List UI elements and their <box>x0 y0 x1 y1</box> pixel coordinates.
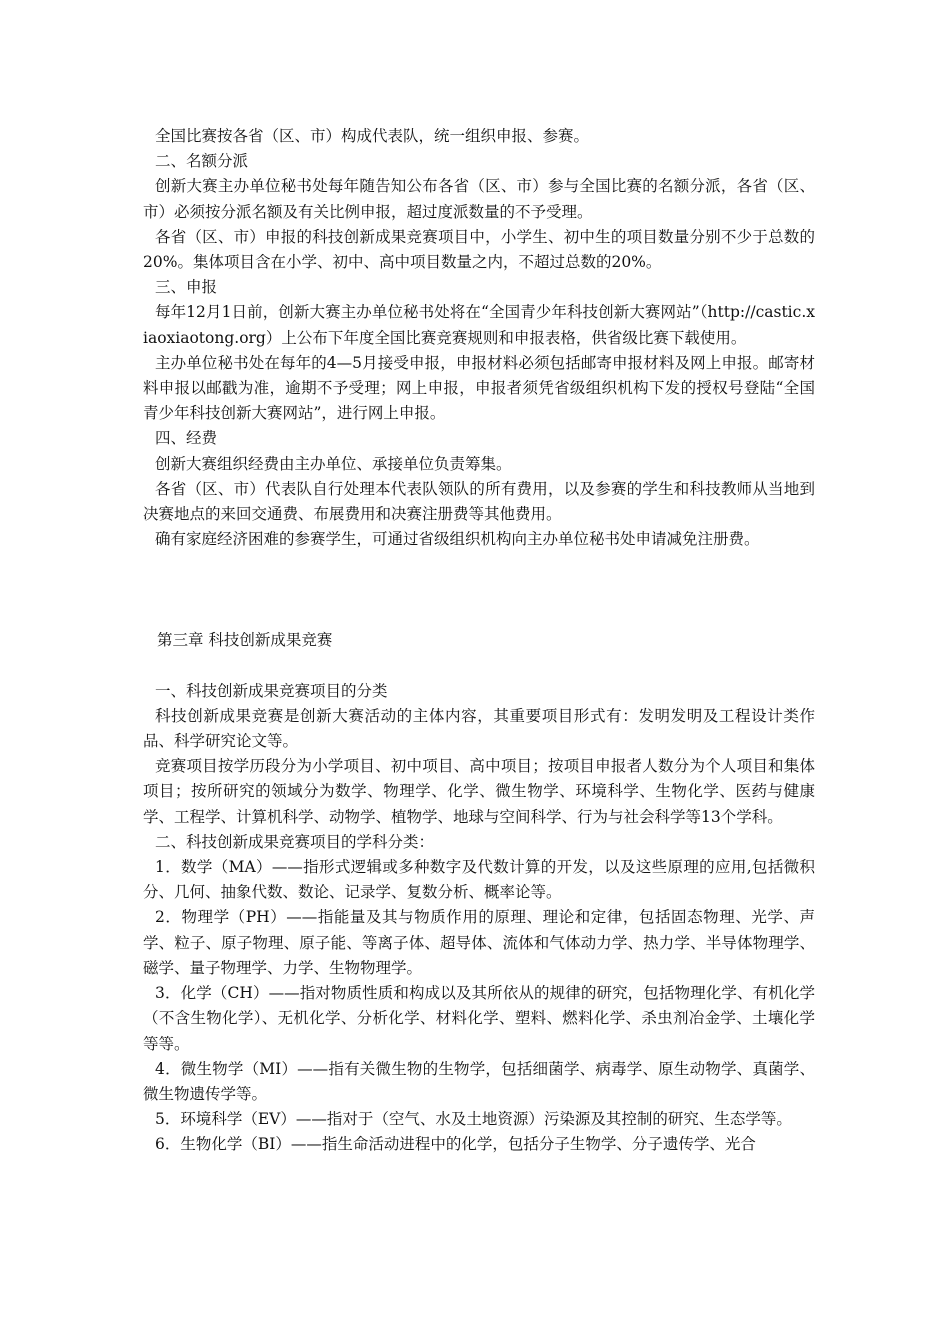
spacer <box>143 654 815 679</box>
paragraph-application-materials: 主办单位秘书处在每年的4—5月接受申报，申报材料必须包括邮寄申报材料及网上申报。邮寄材料申报以邮戳为准，逾期不予受理；网上申报，申报者须凭省级组织机构下发的授权号登陆“全国青少年科技创新大赛网站”，进行网上申报。 <box>143 353 815 423</box>
heading-subject-classification: 二、科技创新成果竞赛项目的学科分类： <box>155 832 435 851</box>
heading-application: 三、申报 <box>155 278 218 297</box>
paragraph-fee-waiver: 确有家庭经济困难的参赛学生，可通过省级组织机构向主办单位秘书处申请减免注册费。 <box>155 530 760 549</box>
list-item-biochemistry: 6．生物化学（BI）——指生命活动进程中的化学，包括分子生物学、分子遗传学、光合 <box>155 1135 756 1154</box>
heading-quota: 二、名额分派 <box>155 152 249 171</box>
paragraph-project-categories: 竞赛项目按学历段分为小学项目、初中项目、高中项目；按项目申报者人数分为个人项目和集体项目；按所研究的领域分为数学、物理学、化学、微生物学、环境科学、生物化学、医药与健康学、工程学、计算机科学、动物学、植物学、地球与空间科学、行为与社会科学等13个学科。 <box>143 757 815 826</box>
paragraph-team-composition: 全国比赛按各省（区、市）构成代表队，统一组织申报、参赛。 <box>155 127 590 145</box>
list-item-microbiology: 4．微生物学（MI）——指有关微生物的生物学，包括细菌学、病毒学、原生动物学、真菌学、微生物遗传学等。 <box>143 1059 815 1103</box>
paragraph-funding-source: 创新大赛组织经费由主办单位、承接单位负责筹集。 <box>155 454 512 473</box>
list-item-environmental-science: 5．环境科学（EV）——指对于（空气、水及土地资源）污染源及其控制的研究、生态学等。 <box>155 1110 792 1129</box>
paragraph-application-website: 每年12月1日前，创新大赛主办单位秘书处将在“全国青少年科技创新大赛网站”（http://castic.xiaoxiaotong.org）上公布下年度全国比赛竞赛规则和申报表格，供省级比赛下载使用。 <box>143 303 815 347</box>
paragraph-quota-ratio: 各省（区、市）申报的科技创新成果竞赛项目中，小学生、初中生的项目数量分别不少于总数的20%。集体项目含在小学、初中、高中项目数量之内，不超过总数的20%。 <box>143 227 815 272</box>
paragraph-team-expenses: 各省（区、市）代表队自行处理本代表队领队的所有费用，以及参赛的学生和科技教师从当地到决赛地点的来回交通费、布展费用和决赛注册费等其他费用。 <box>143 479 815 524</box>
list-item-mathematics: 1．数学（MA）——指形式逻辑或多种数字及代数计算的开发，以及这些原理的应用,包括微积分、几何、抽象代数、数论、记录学、复数分析、概率论等。 <box>143 858 815 902</box>
document-page <box>143 124 815 1158</box>
chapter-title: 第三章 科技创新成果竞赛 <box>157 631 333 650</box>
heading-funding: 四、经费 <box>155 429 218 448</box>
list-item-physics: 2．物理学（PH）——指能量及其与物质作用的原理、理论和定律，包括固态物理、光学、声学、粒子、原子物理、原子能、等离子体、超导体、流体和气体动力学、热力学、半导体物理学、磁学、量子物理学、力学、生物物理学。 <box>143 908 815 977</box>
paragraph-main-content: 科技创新成果竞赛是创新大赛活动的主体内容，其重要项目形式有：发明发明及工程设计类作品、科学研究论文等。 <box>143 706 815 751</box>
list-item-chemistry: 3．化学（CH）——指对物质性质和构成以及其所依从的规律的研究，包括物理化学、有机化学（不含生物化学）、无机化学、分析化学、材料化学、塑料、燃料化学、杀虫剂冶金学、土壤化学等等。 <box>143 984 815 1053</box>
heading-classification: 一、科技创新成果竞赛项目的分类 <box>155 681 388 700</box>
spacer <box>143 552 815 628</box>
paragraph-quota-allocation: 创新大赛主办单位秘书处每年随告知公布各省（区、市）参与全国比赛的名额分派，各省（区、市）必须按分派名额及有关比例申报，超过度派数量的不予受理。 <box>143 177 815 221</box>
